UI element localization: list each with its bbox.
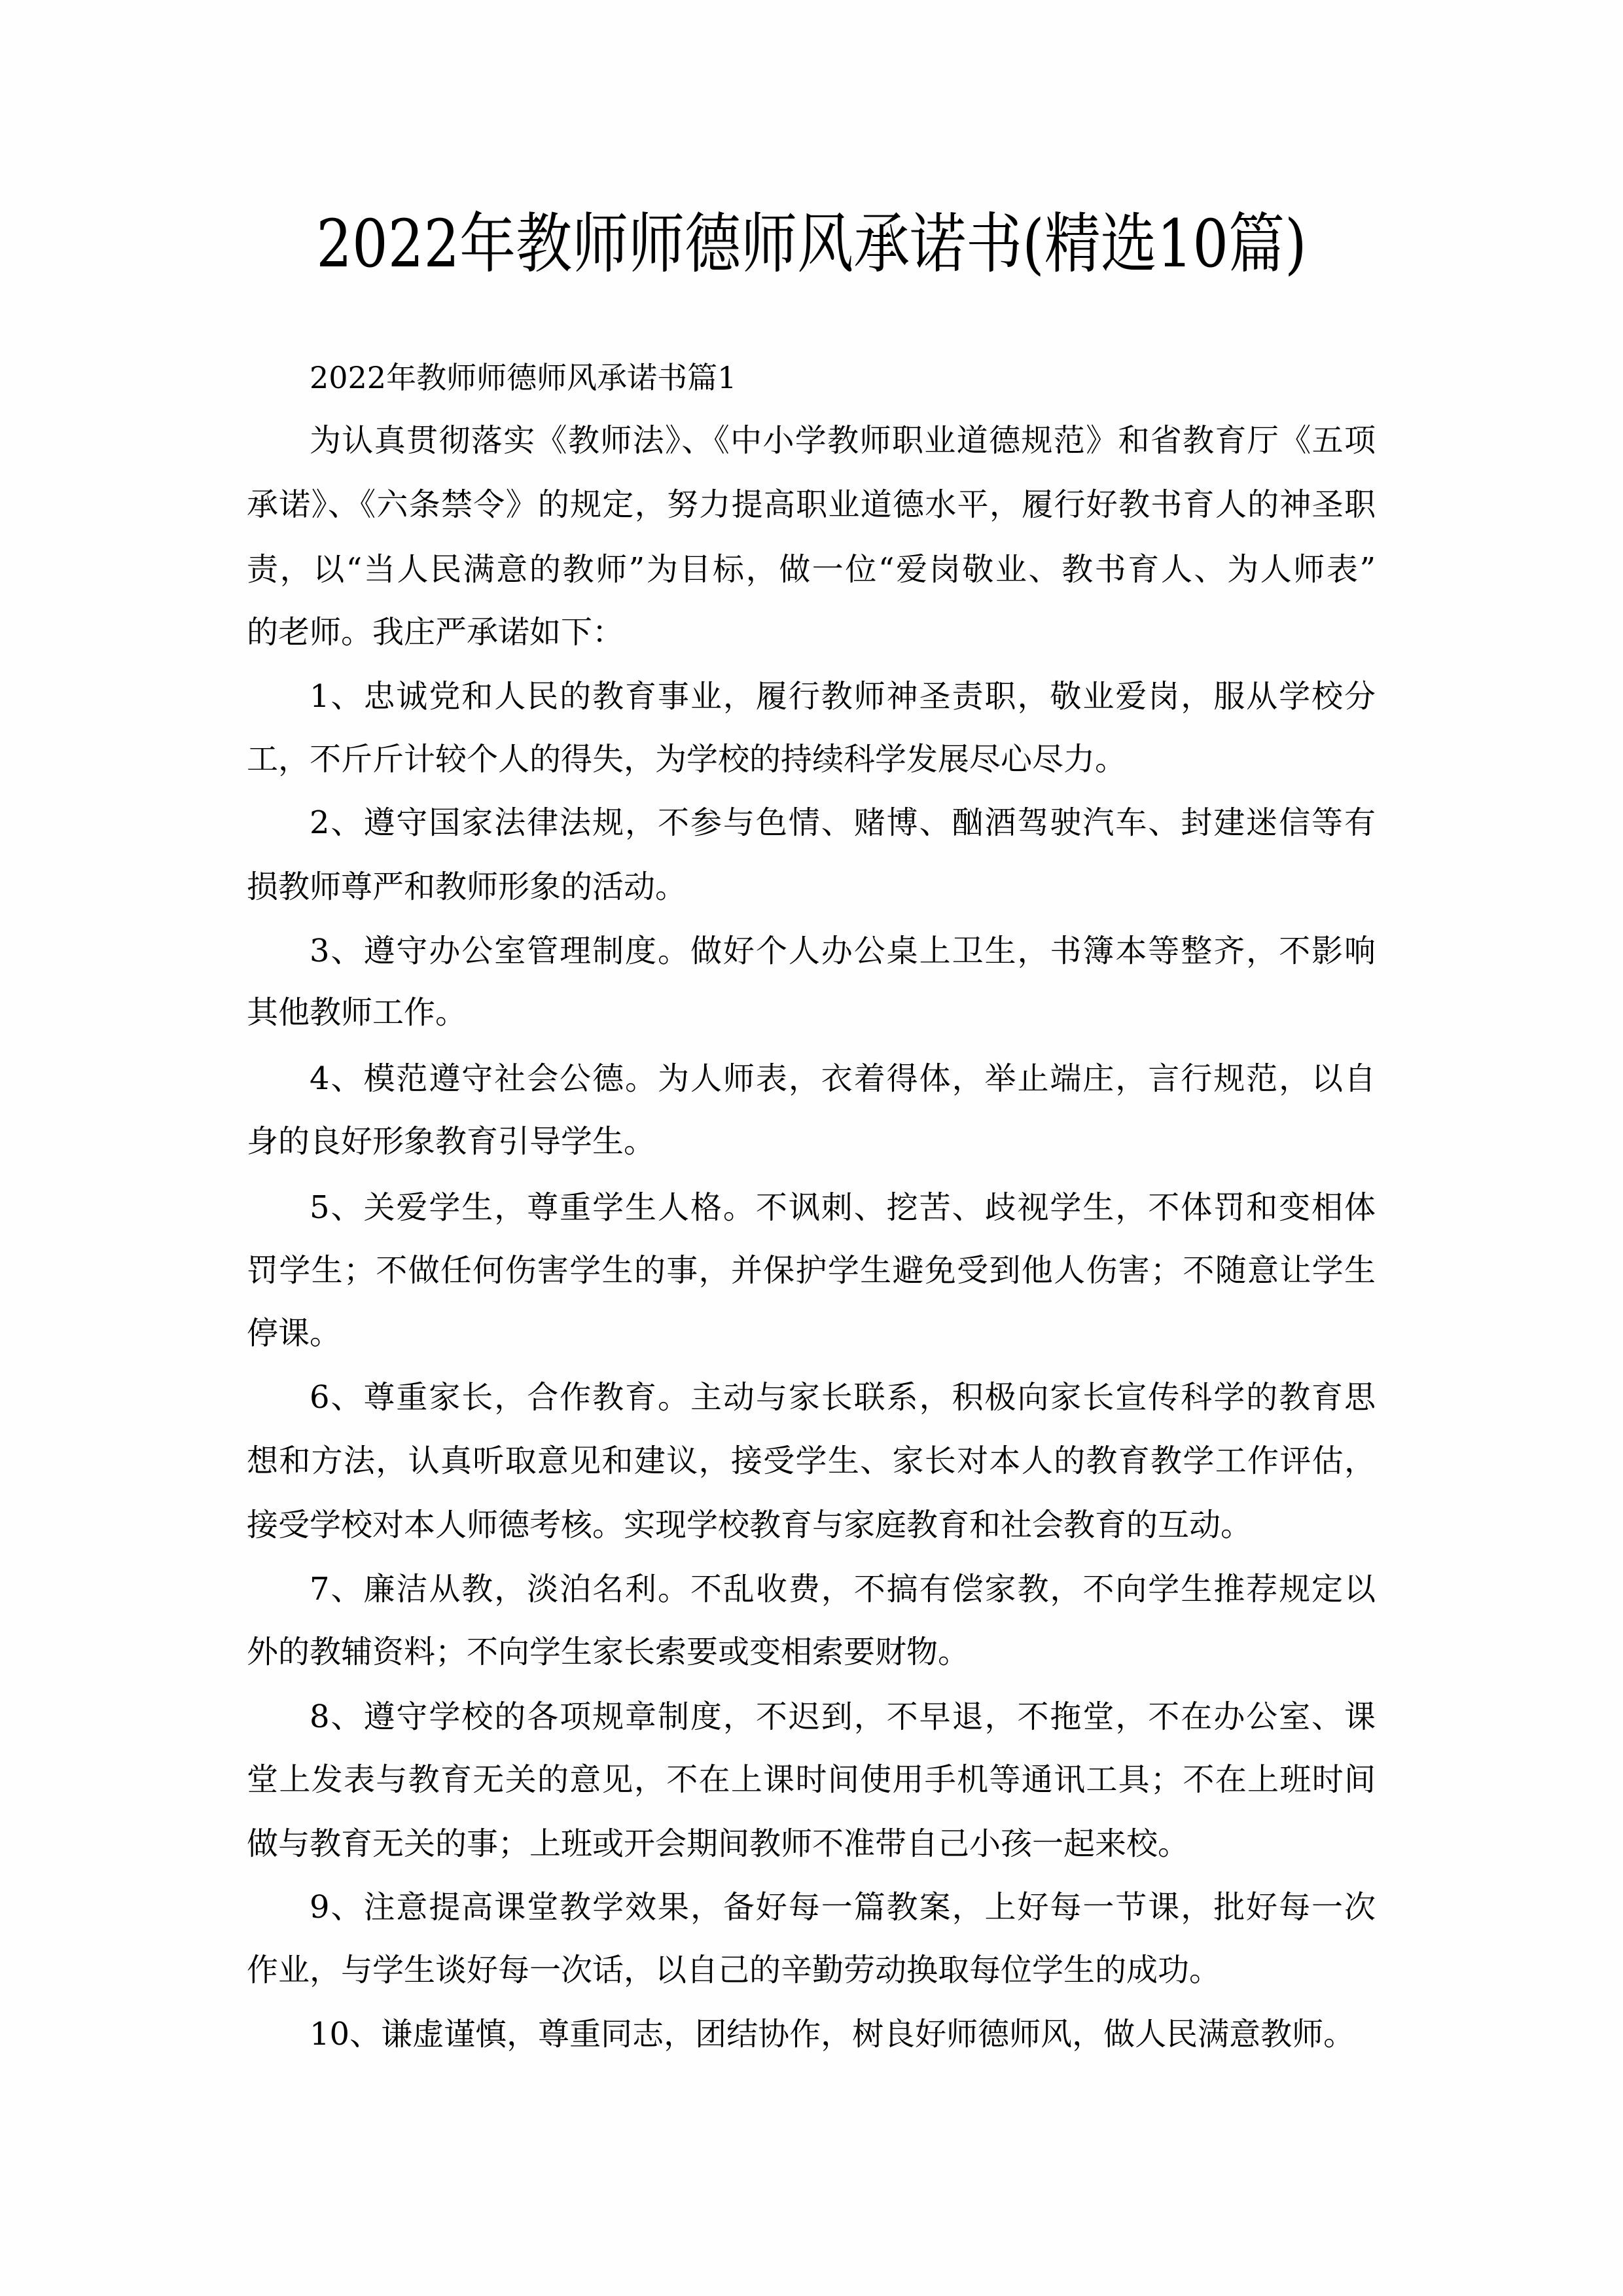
paragraph-line: 1、忠诚党和人民的教育事业，履行教师神圣责职，敬业爱岗，服从学校分 (310, 678, 1376, 715)
paragraph-line: 2、遵守国家法律法规，不参与色情、赌博、酗酒驾驶汽车、封建迷信等有 (310, 804, 1376, 841)
section-heading: 2022年教师师德师风承诺书篇1 (310, 360, 737, 395)
paragraph-line: 10、谦虚谨慎，尊重同志，团结协作，树良好师德师风，做人民满意教师。 (310, 2016, 1355, 2053)
paragraph-line: 损教师尊严和教师形象的活动。 (247, 869, 687, 905)
paragraph-line: 停课。 (247, 1315, 342, 1352)
paragraph-line: 9、注意提高课堂教学效果，备好每一篇教案，上好每一节课，批好每一次 (310, 1889, 1376, 1926)
paragraph-line: 做与教育无关的事；上班或开会期间教师不准带自己小孩一起来校。 (247, 1825, 1190, 1862)
paragraph-line: 外的教辅资料；不向学生家长索要或变相索要财物。 (247, 1634, 970, 1670)
paragraph-line: 3、遵守办公室管理制度。做好个人办公桌上卫生，书簿本等整齐，不影响 (310, 933, 1376, 969)
paragraph-line: 的老师。我庄严承诺如下： (247, 614, 624, 651)
paragraph-line: 承诺》、《六条禁令》的规定，努力提高职业道德水平，履行好教书育人的神圣职 (247, 486, 1376, 523)
paragraph-line: 罚学生；不做任何伤害学生的事，并保护学生避免受到他人伤害；不随意让学生 (247, 1252, 1376, 1289)
paragraph-line: 堂上发表与教育无关的意见，不在上课时间使用手机等通讯工具；不在上班时间 (247, 1761, 1376, 1798)
paragraph-line: 其他教师工作。 (247, 994, 467, 1031)
paragraph-line: 责，以“当人民满意的教师”为目标，做一位“爱岗敬业、教书育人、为人师表” (247, 551, 1376, 588)
paragraph-line: 身的良好形象教育引导学生。 (247, 1123, 656, 1160)
paragraph-line: 4、模范遵守社会公德。为人师表，衣着得体，举止端庄，言行规范，以自 (310, 1060, 1376, 1097)
paragraph-line: 接受学校对本人师德考核。实现学校教育与家庭教育和社会教育的互动。 (247, 1507, 1253, 1543)
paragraph-line: 为认真贯彻落实《教师法》、《中小学教师职业道德规范》和省教育厅《五项 (310, 422, 1376, 459)
paragraph-line: 作业，与学生谈好每一次话，以自己的辛勤劳动换取每位学生的成功。 (247, 1952, 1221, 1988)
paragraph-line: 想和方法，认真听取意见和建议，接受学生、家长对本人的教育教学工作评估， (247, 1443, 1376, 1479)
paragraph-line: 8、遵守学校的各项规章制度，不迟到，不早退，不拖堂，不在办公室、课 (310, 1698, 1376, 1735)
paragraph-line: 7、廉洁从教，淡泊名利。不乱收费，不搞有偿家教，不向学生推荐规定以 (310, 1571, 1376, 1607)
document-title: 2022年教师师德师风承诺书(精选10篇) (316, 206, 1307, 282)
paragraph-line: 6、尊重家长，合作教育。主动与家长联系，积极向家长宣传科学的教育思 (310, 1379, 1376, 1416)
paragraph-line: 5、关爱学生，尊重学生人格。不讽刺、挖苦、歧视学生，不体罚和变相体 (310, 1189, 1376, 1226)
paragraph-line: 工，不斤斤计较个人的得失，为学校的持续科学发展尽心尽力。 (247, 741, 1127, 778)
